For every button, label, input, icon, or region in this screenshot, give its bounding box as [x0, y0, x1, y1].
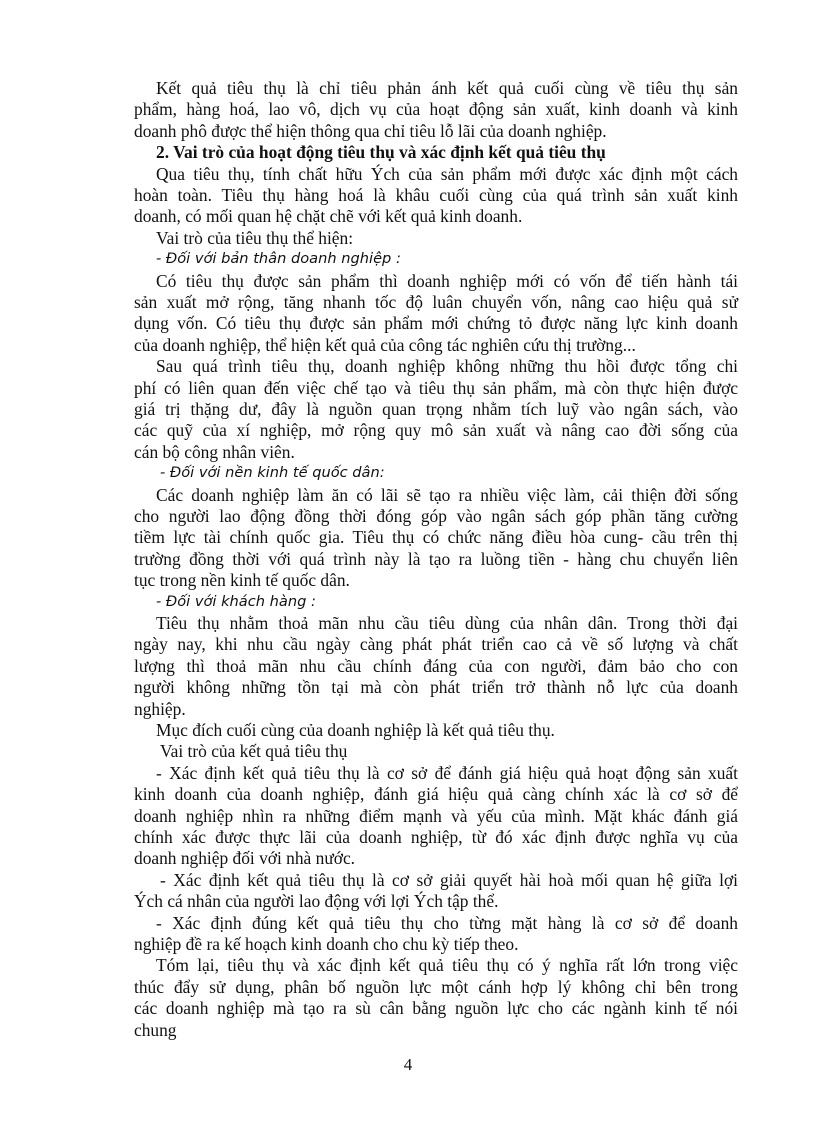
text-line: hoàn toàn. Tiêu thụ hàng hoá là khâu cuối cùng của quá trình sản xuất kinh: [134, 185, 738, 205]
text-line: phẩm, hàng hoá, lao vô, dịch vụ của hoạt động sản xuất, kinh doanh và kinh: [134, 99, 738, 120]
text-line: các doanh nghiệp mà tạo ra sù cân bằng nguồn lực cho các ngành kinh tế nói: [134, 998, 738, 1019]
text-line: các quỹ của xí nghiệp, mở rộng quy mô sản xuất và nâng cao đời sống của: [134, 420, 738, 441]
text-line: dụng vốn. Có tiêu thụ được sản phẩm mới chứng tỏ được năng lực kinh doanh: [134, 313, 738, 334]
text-line: doanh, có mối quan hệ chặt chẽ với kết quả kinh doanh.: [134, 206, 523, 227]
text-line: Có tiêu thụ được sản phẩm thì doanh nghiệp mới có vốn để tiến hành tái: [156, 270, 738, 291]
text-line: Các doanh nghiệp làm ăn có lãi sẽ tạo ra nhiều việc làm, cải thiện đời sống: [156, 484, 738, 505]
text-line: giá trị thặng dư, đây là nguồn quan trọng nhằm tích luỹ vào ngân sách, vào: [134, 399, 738, 419]
text-line: doanh nghiệp đối với nhà nước.: [134, 848, 356, 869]
text-line: kinh doanh của doanh nghiệp, đánh giá hiệu quả càng chính xác là cơ sở để: [134, 784, 738, 805]
subheading-line: - Đối với khách hàng :: [156, 592, 316, 610]
text-line: phí có liên quan đến việc chế tạo và tiêu thụ sản phẩm, mà còn thực hiện được: [134, 377, 738, 398]
text-line: Ých cá nhân của người lao động với lợi Ých tập thể.: [134, 891, 499, 912]
page-number: 4: [403, 1055, 413, 1074]
text-line: - Xác định kết quả tiêu thụ là cơ sở giải quyết hài hoà mối quan hệ giữa lợi: [160, 869, 738, 890]
text-line: chung: [134, 1019, 177, 1040]
text-line: cán bộ công nhân viên.: [134, 441, 295, 462]
text-line: tục trong nền kinh tế quốc dân.: [134, 570, 350, 591]
text-line: lượng thì thoả mãn nhu cầu chính đáng của con người, đảm bảo cho con: [134, 655, 738, 676]
text-line: sản xuất mở rộng, tăng nhanh tốc độ luân chuyển vốn, nâng cao hiệu quả sử: [134, 292, 738, 312]
text-line: nghiệp đề ra kế hoạch kinh doanh cho chu kỳ tiếp theo.: [134, 934, 519, 954]
text-line: Qua tiêu thụ, tính chất hữu Ých của sản phẩm mới được xác định một cách: [156, 163, 738, 184]
text-line: người không những tồn tại mà còn phát triển trở thành nỗ lực của doanh: [134, 677, 738, 698]
text-line: Vai trò của kết quả tiêu thụ: [160, 741, 348, 762]
text-line: Tiêu thụ nhằm thoả mãn nhu cầu tiêu dùng của nhân dân. Trong thời đại: [156, 613, 738, 633]
text-line: thúc đẩy sử dụng, phân bố nguồn lực một cánh hợp lý không chỉ bên trong: [134, 976, 738, 997]
text-line: doanh phô được thể hiện thông qua chỉ tiêu lỗ lãi của doanh nghiệp.: [134, 120, 607, 141]
text-line: Kết quả tiêu thụ là chỉ tiêu phản ánh kết quả cuối cùng về tiêu thụ sản: [156, 78, 738, 98]
text-line: chính xác được thực lãi của doanh nghiệp, từ đó xác định được nghĩa vụ của: [134, 827, 738, 847]
subheading-line: - Đối với bản thân doanh nghiệp :: [156, 250, 401, 268]
text-line: - Xác định kết quả tiêu thụ là cơ sở để đánh giá hiệu quả hoạt động sản xuất: [156, 762, 738, 783]
text-line: Tóm lại, tiêu thụ và xác định kết quả tiêu thụ có ý nghĩa rất lớn trong việc: [156, 955, 738, 976]
subheading-line: - Đối với nền kinh tế quốc dân:: [160, 464, 385, 482]
text-line: ngày nay, khi nhu cầu ngày càng phát phát triển cao cả về số lượng và chất: [134, 634, 738, 655]
text-line: Mục đích cuối cùng của doanh nghiệp là kết quả tiêu thụ.: [156, 720, 555, 740]
text-line: nghiệp.: [134, 698, 186, 719]
section-heading: 2. Vai trò của hoạt động tiêu thụ và xác định kết quả tiêu thụ: [156, 142, 606, 163]
text-line: Sau quá trình tiêu thụ, doanh nghiệp không những thu hồi được tổng chi: [156, 356, 738, 377]
text-line: Vai trò của tiêu thụ thể hiện:: [156, 227, 354, 248]
text-line: cho người lao động đồng thời đóng góp vào ngân sách góp phần tăng cường: [134, 506, 738, 526]
text-line: trường đồng thời với quá trình này là tạo ra luồng tiền - hàng chu chuyển liên: [134, 548, 738, 569]
text-line: doanh nghiệp nhìn ra những điểm mạnh và yếu của mình. Mặt khác đánh giá: [134, 805, 738, 826]
text-line: - Xác định đúng kết quả tiêu thụ cho từng mặt hàng là cơ sở để doanh: [156, 912, 738, 933]
text-line: tiềm lực tài chính quốc gia. Tiêu thụ có chức năng điều hòa cung- cầu trên thị: [134, 527, 738, 548]
text-line: của doanh nghiệp, thể hiện kết quả của công tác nghiên cứu thị trường...: [134, 334, 636, 355]
